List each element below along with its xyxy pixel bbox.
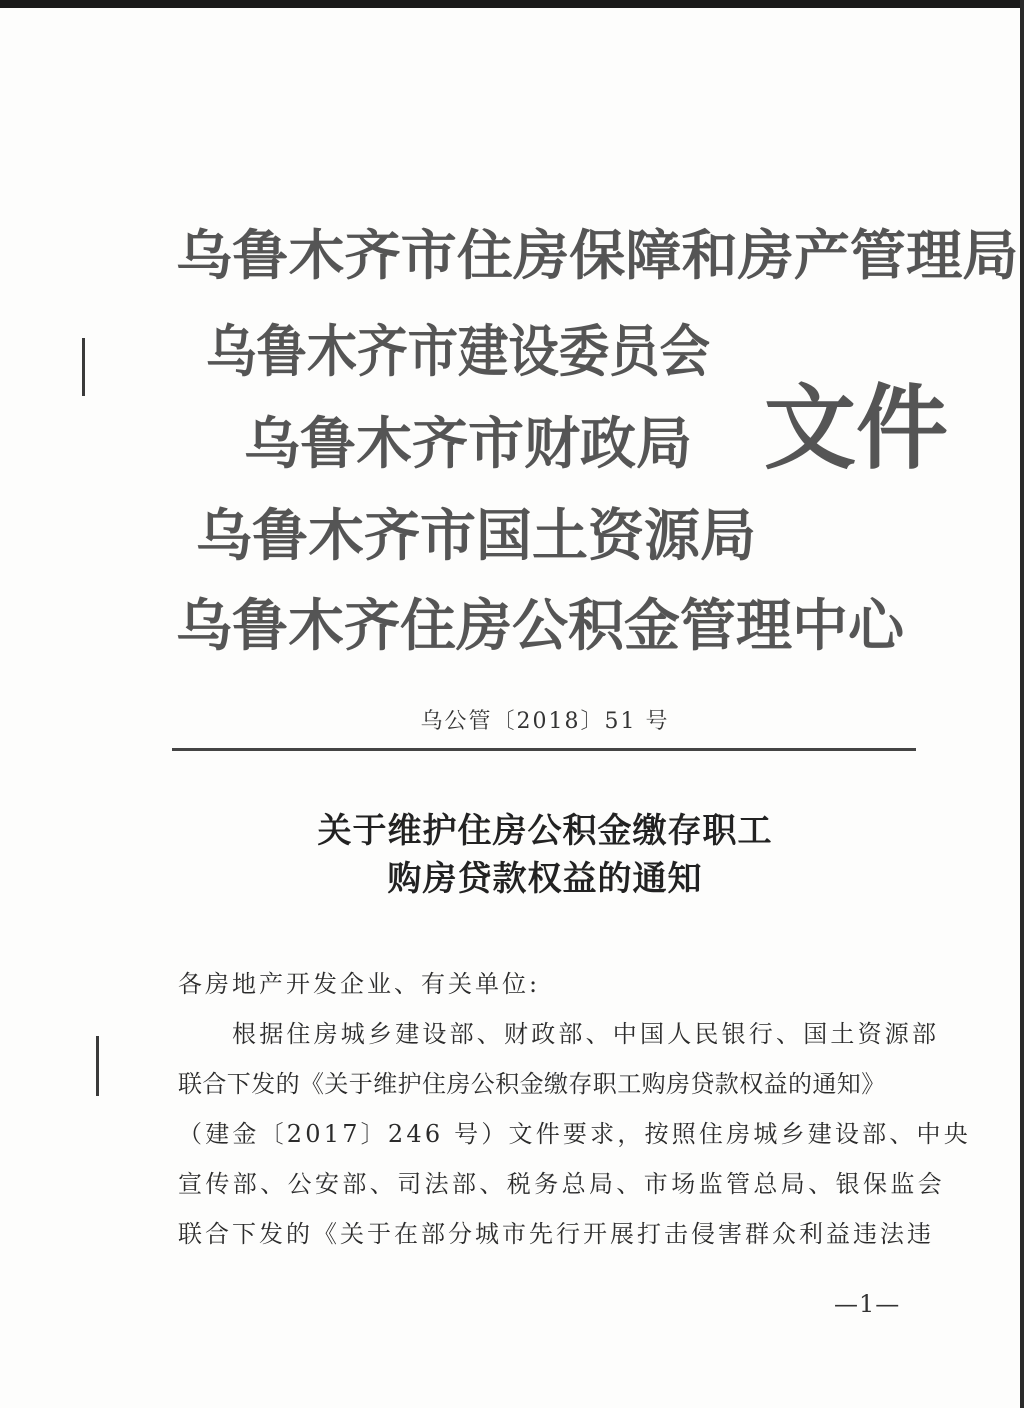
header-divider [172,748,916,751]
body-line: 联合下发的《关于在部分城市先行开展打击侵害群众利益违法违 [178,1220,934,1248]
body-line: 根据住房城乡建设部、财政部、中国人民银行、国土资源部 [232,1020,940,1048]
issuing-agency-finance-bureau: 乌鲁木齐市财政局 [244,411,692,477]
issuing-agency-housing-bureau: 乌鲁木齐市住房保障和房产管理局 [176,223,1019,287]
salutation: 各房地产开发企业、有关单位: [178,970,541,998]
page-number: —1— [834,1290,901,1318]
binding-mark-lower [96,1036,99,1096]
issuing-agency-provident-fund-center: 乌鲁木齐住房公积金管理中心 [176,593,904,659]
issuing-agency-construction-committee: 乌鲁木齐市建设委员会 [206,319,710,385]
body-line: 宣传部、公安部、司法部、税务总局、市场监管总局、银保监会 [178,1170,946,1198]
body-line: （建金〔2017〕246 号）文件要求，按照住房城乡建设部、中央 [178,1120,971,1148]
issuing-agency-land-resources-bureau: 乌鲁木齐市国土资源局 [196,503,756,569]
binding-mark-upper [82,338,85,396]
body-line: 联合下发的《关于维护住房公积金缴存职工购房贷款权益的通知》 [178,1070,886,1098]
document-number: 乌公管〔2018〕51 号 [420,709,670,734]
file-label: 文件 [764,374,949,482]
document-title-line-1: 关于维护住房公积金缴存职工 [317,811,773,851]
scan-edge-top [0,0,1024,8]
document-title-line-2: 购房贷款权益的通知 [387,859,703,899]
